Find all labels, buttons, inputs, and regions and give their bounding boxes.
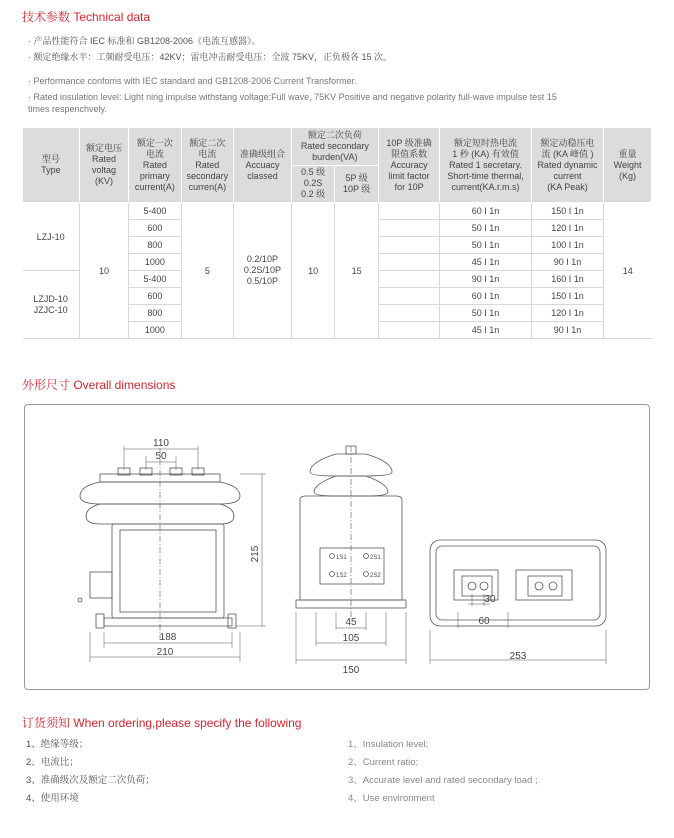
cell-weight: 14 [604, 203, 652, 339]
cell-thermal: 50 I 1n [440, 305, 532, 322]
top-view-labels [478, 594, 526, 662]
th-weight: 重量 Weight (Kg) [604, 128, 652, 203]
note-cn-1: · 产品性能符合 IEC 标准和 GB1208-2006《电流互感器》。 [28, 36, 261, 46]
cell-primary: 1000 [129, 322, 181, 339]
cell-dynamic: 150 I 1n [531, 288, 603, 305]
dim-30: 30 [484, 594, 496, 605]
order-item-cn: 4、使用环境 [26, 793, 79, 804]
dim-215: 215 [250, 545, 261, 563]
th-limit: 10P 级准确 限值系数 Accuracy limit factor for 10P [378, 128, 439, 203]
order-item-en: 3、Accurate level and rated secondary load ; [348, 775, 538, 786]
cell-dynamic: 160 I 1n [531, 271, 603, 288]
order-list-en [348, 736, 538, 808]
front-view [78, 446, 266, 662]
dim-253: 253 [509, 651, 527, 662]
dim-60: 60 [478, 616, 490, 627]
cell-secondary: 5 [181, 203, 234, 339]
cell-primary: 800 [129, 305, 181, 322]
cell-voltage: 10 [79, 203, 128, 339]
cell-dynamic: 120 I 1n [531, 220, 603, 237]
dim-150: 150 [342, 665, 360, 676]
term-2s1: 2S1 [370, 555, 381, 561]
section-title-overall-dimensions: 外形尺寸 Overall dimensions [22, 378, 176, 392]
dim-188: 188 [159, 632, 177, 643]
note-en-3: times respenchvely. [28, 104, 107, 114]
cell-primary: 5-400 [129, 203, 181, 220]
order-item-cn: 3、准确级次及额定二次负荷； [26, 775, 155, 786]
th-burden: 额定二次负荷 Rated secondary burden(VA) [291, 128, 378, 166]
dim-105: 105 [342, 633, 360, 644]
term-1s2: 1S2 [336, 573, 347, 579]
order-item-cn: 2、电流比； [26, 757, 79, 768]
note-en-1: · Performance confoms with IEC standard and GB1208-2006 Current Transformer. [28, 76, 357, 86]
cell-primary: 600 [129, 220, 181, 237]
cell-burden1: 10 [291, 203, 335, 339]
order-list-cn [26, 736, 155, 808]
cell-dynamic: 150 I 1n [531, 203, 603, 220]
term-1s1: 1S1 [336, 555, 347, 561]
th-dynamic: 额定动稳压电 流 (KA 峰值 ) Rated dynamic current (KA Peak) [531, 128, 603, 203]
cell-primary: 800 [129, 237, 181, 254]
dim-45: 45 [345, 617, 357, 628]
order-item-en: 1、Insulation level; [348, 739, 429, 750]
order-item-en: 2、Current ratio; [348, 757, 419, 768]
cell-primary: 600 [129, 288, 181, 305]
note-cn-2: · 额定绝缘水平：工频耐受电压：42KV；雷电冲击耐受电压：全波 75KV，正负极各 15 次。 [28, 52, 393, 62]
side-view-labels [336, 555, 381, 676]
cell-dynamic: 90 I 1n [531, 322, 603, 339]
cell-thermal: 90 I 1n [440, 271, 532, 288]
cell-thermal: 45 I 1n [440, 322, 532, 339]
cell-thermal: 50 I 1n [440, 220, 532, 237]
section-title-ordering: 订货须知 When ordering,please specify the following [22, 716, 302, 730]
th-voltage: 额定电压 Rated voltag (KV) [79, 128, 128, 203]
cell-thermal: 60 I 1n [440, 288, 532, 305]
th-secondary: 额定二次 电流 Rated secondary curren(A) [181, 128, 234, 203]
th-burden-sub1: 0.5 级 0.2S 0.2 级 [291, 165, 335, 203]
cell-primary: 5-400 [129, 271, 181, 288]
cell-dynamic: 100 I 1n [531, 237, 603, 254]
note-en-2: · Rated insulation level: Light ning impulse withstang voltage:Full wave, 75KV Positive and negative polarity full-wave impulse test 15 [28, 92, 557, 102]
th-type: 型号 Type [23, 128, 80, 203]
dim-110: 110 [153, 438, 169, 449]
front-view-labels [153, 438, 261, 658]
cell-dynamic: 90 I 1n [531, 254, 603, 271]
dim-210: 210 [156, 647, 174, 658]
order-item-en: 4、Use environment [348, 793, 435, 804]
cell-burden2: 15 [335, 203, 378, 339]
th-burden-sub2: 5P 级 10P 级 [335, 165, 378, 203]
side-view [296, 446, 406, 664]
section-title-technical-data: 技术参数 Technical data [22, 10, 151, 24]
th-accuracy: 准确级组合 Accuacy classed [234, 128, 292, 203]
th-primary: 额定一次 电流 Rated primary current(A) [129, 128, 181, 203]
order-item-cn: 1、绝缘等级； [26, 739, 89, 750]
cell-accuracy: 0.2/10P 0.2S/10P 0.5/10P [234, 203, 292, 339]
cell-type-group1: LZJ-10 [23, 203, 80, 271]
top-view [430, 540, 606, 664]
th-thermal: 额定短时热电流 1 秒 (KA) 有效值 Rated 1 secretary. Short-time thermal, current(KA.r.m.s) [440, 128, 532, 203]
cell-thermal: 50 I 1n [440, 237, 532, 254]
cell-dynamic: 120 I 1n [531, 305, 603, 322]
dim-50: 50 [155, 451, 167, 462]
term-2s2: 2S2 [370, 573, 381, 579]
cell-type-group2: LZJD-10 JZJC-10 [23, 271, 80, 339]
cell-thermal: 45 I 1n [440, 254, 532, 271]
cell-thermal: 60 I 1n [440, 203, 532, 220]
cell-primary: 1000 [129, 254, 181, 271]
